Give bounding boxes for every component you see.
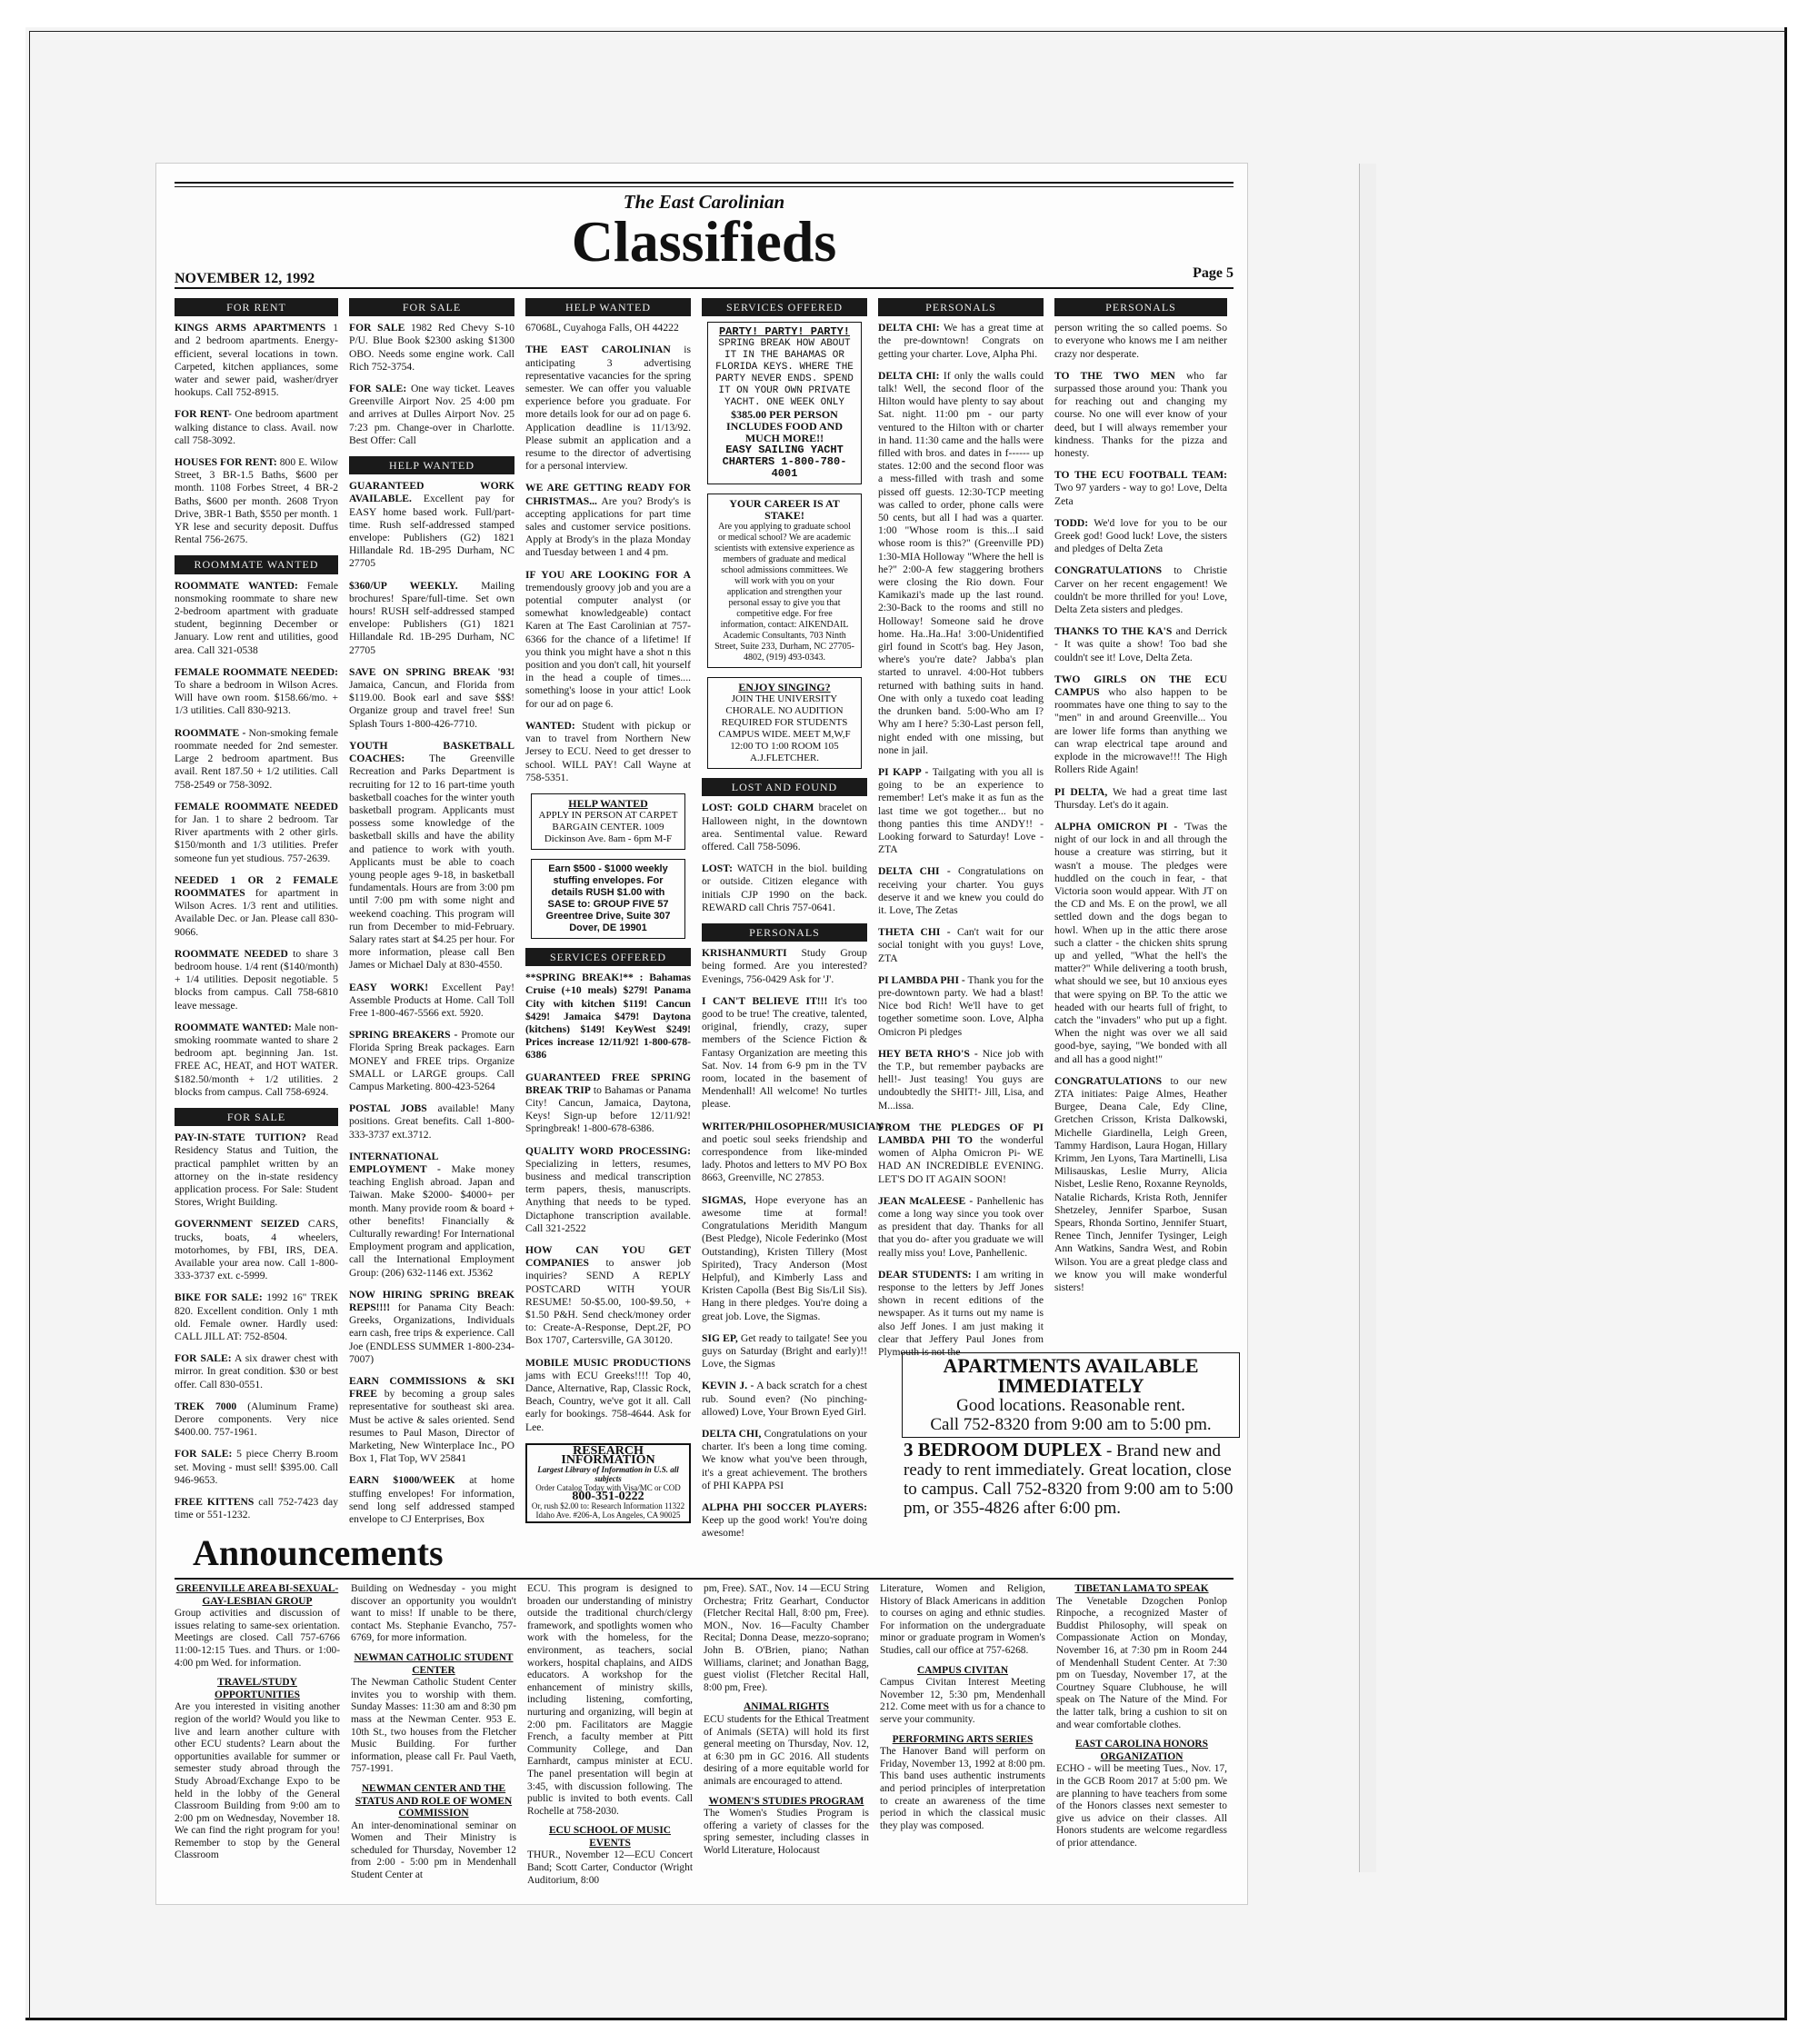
party-yacht-box-ad: PARTY! PARTY! PARTY! SPRING BREAK HOW ABOUT IT IN THE BAHAMAS OR FLORIDA KEYS. WHERE THE PARTY NEVER ENDS. SPEND IT ON YOUR OWN PRIVATE YACHT. ONE WEEK ONLY $385.00 PER PERSON INCLUDES FOOD AND MUCH MORE!! EASY SAILING YACHT CHARTERS 1-800-780-4001 (707, 322, 862, 484)
classified-ad: FEMALE ROOMMATE NEEDED: To share a bedroom in Wilson Acres. Will have own room. $158.66/mo. + 1/3 utilities. Call 830-9213. (175, 665, 338, 717)
section-header-for-sale: FOR SALE (175, 1108, 338, 1126)
classified-ad: CONGRATULATIONS to Christie Carver on her recent engagement! We couldn't be more thrilled for you! Love, Delta Zeta sisters and pledges. (1054, 564, 1227, 616)
adjacent-page-edge (1359, 164, 1376, 1872)
classified-ad: EASY WORK! Excellent Pay! Assemble Products at Home. Call Toll Free 1-800-467-5566 ext. 5920. (349, 981, 514, 1019)
classified-ad: POSTAL JOBS available! Many positions. Great benefits. Call 1-800-333-3737 ext.3712. (349, 1102, 515, 1141)
newspaper-page (156, 164, 1247, 1904)
classified-ad: KRISHANMURTI Study Group being formed. Are you interested? Evenings, 756-0429 Ask for 'J'. (702, 947, 867, 985)
classified-ad: QUALITY WORD PROCESSING: Specializing in letters, resumes, business and medical transcription term papers, thesis, manuscripts. Anything that needs to be typed. Dictaphone transcription available. Call 321-2522 (525, 1144, 691, 1234)
classified-ad: ROOMMATE WANTED: Female nonsmoking roommate to share new 2-bedroom apartment with graduate student, beginning December or January. Low rent and utilities, good area. Call 321-0538 (175, 579, 338, 656)
announcements-column-1: GREENVILLE AREA BI-SEXUAL-GAY-LESBIAN GROUP Group activities and discussion of issues relating to same-sex orientation. Meetings are closed. Call 757-6766 11:00-12:15 Tues. and Thurs. or 1:00-4:00 pm Wed. for information. TRAVEL/STUDY OPPORTUNITIES Are you interested in visiting another region of the world? Would you like to live and learn another culture with other ECU students? Learn about the opportunities available for summer or semester study abroad through the Study Abroad/Exchange Expo to be held in the lobby of the General Classroom Building from 9:00 am to 2:00 pm on Wednesday, November 18. We can find the right program for you! Remember to stop by the General Classroom (175, 1583, 340, 1861)
classified-ad: SAVE ON SPRING BREAK '93! Jamaica, Cancun, and Florida from $119.00. Book earl and save $$$! Organize group and travel free! Sun Splash Tours 1-800-426-7710. (349, 665, 514, 730)
classified-ad: HOUSES FOR RENT: 800 E. Wilow Street, 3 BR-1.5 Baths, $600 per month. 1108 Forbes Street, 4 BR-2 Baths, $600 per month. 2608 Tryon Drive, 3BR-1 Bath, $550 per month. 1 YR lese and security deposit. Duffus Rental 756-2675. (175, 456, 338, 546)
classified-ad: KINGS ARMS APARTMENTS 1 and 2 bedroom apartments. Energy-efficient, several locations in town. Carpeted, kitchen appliances, some water and sewer paid, washer/dryer hookups. Call 752-8915. (175, 322, 338, 399)
classified-ad: JEAN McALEESE - Panhellenic has come a long way since you took over as president that day. Thanks for all that you do- after you graduate we will really miss you! Love, Panhellenic. (878, 1194, 1044, 1259)
section-header-personals: PERSONALS (1054, 298, 1227, 316)
envelope-stuffing-box-ad: Earn $500 - $1000 weekly stuffing envelopes. For details RUSH $1.00 with SASE to: GROUP FIVE 57 Greentree Drive, Suite 307 Dover, DE 19901 (531, 859, 685, 939)
section-header-for-sale: FOR SALE (349, 298, 514, 316)
announcements-column-5: Literature, Women and Religion, History of Black Americans in addition to courses on aging and ethnic studies. For information on the undergraduate minor or graduate program in Women's Studies, call our office at 757-6268. CAMPUS CIVITAN Campus Civitan Interest Meeting November 12, 5:30 pm, Mendenhall 212. Come meet with us for a chance to serve your community. PERFORMING ARTS SERIES The Hanover Band will perform on Friday, November 13, 1992 at 8:00 pm. This band uses authentic instruments and period principles of interpretation to create an awareness of the time period in which the classical music they play was composed. (880, 1583, 1045, 1831)
classified-ad: 67068L, Cuyahoga Falls, OH 44222 (525, 322, 679, 334)
classified-ad: WANTED: Student with pickup or van to travel from Northern New Jersey to ECU. Need to get dresser to school. WILL PAY! Call Wayne at 758-5351. (525, 719, 691, 783)
announcements-column-3: ECU. This program is designed to broaden our understanding of ministry outside the traditional church/clergy framework, and spotlights women who work with the homeless, for the environment, as teachers, social workers, hospital chaplains, and AIDS educators. A workshop for the enhancement of ministry skills, including listening, comforting, nurturing and organizing, will begin at 2:00 pm. Facilitators are Maggie French, a faculty member at Pitt Community College, and Dan Earnhardt, campus minister at ECU. The panel presentation will begin at 3:45, with discussion following. The public is invited to both events. Call Rochelle at 758-2030. ECU SCHOOL OF MUSIC EVENTS THUR., November 12—ECU Concert Band; Scott Carter, Conductor (Wright Auditorium, 8:00 (527, 1583, 693, 1886)
classified-ad: THANKS TO THE KA'S and Derrick - It was quite a show! Too bad she couldn't see it! Love, Delta Zeta. (1054, 625, 1227, 663)
section-header-personals: PERSONALS (702, 923, 867, 942)
classifieds-column-3 (525, 298, 691, 1529)
announcements-rule (175, 1578, 1234, 1580)
classified-ad: HEY BETA RHO'S - Nice job with the T.P., but remember paybacks are hell!- Just teasing! You guys are undoubtedly the SHIT!- Jill, Lisa, and M...issa. (878, 1047, 1044, 1112)
section-header-help-wanted: HELP WANTED (349, 456, 514, 474)
announcements-column-2: Building on Wednesday - you might discover an opportunity you wouldn't want to miss! If unable to be there, contact Ms. Stephanie Evancho, 757-6769, for more information. NEWMAN CATHOLIC STUDENT CENTER The Newman Catholic Student Center invites you to worship with them. Sunday Masses: 11:30 am and 8:30 pm mass at the Newman Center. 953 E. 10th St., two houses from the Fletcher Music Building. For further information, please call Fr. Paul Vaeth, 757-1991. NEWMAN CENTER AND THE STATUS AND ROLE OF WOMEN COMMISSION An inter-denominational seminar on Women and Their Ministry is scheduled for Thursday, November 12 from 2:00 - 5:00 pm in Mendenhall Student Center at (351, 1583, 516, 1881)
issue-date: NOVEMBER 12, 1992 (175, 271, 315, 286)
classified-ad: FEMALE ROOMMATE NEEDED for Jan. 1 to share 2 bedroom. Tar River apartments with 2 other girls. $150/month and 1/3 utilities. Prefer someone fun yet studious. 757-2639. (175, 800, 338, 864)
page-number: Page 5 (1193, 265, 1234, 281)
classified-ad: INTERNATIONAL EMPLOYMENT - Make money teaching English abroad. Japan and Taiwan. Make $2000- $4000+ per month. Many provide room & board + other benefits! Financially & Culturally rewarding! For International Employment program and application, call the International Employment Group: (206) 632-1146 ext. J5362 (349, 1150, 514, 1279)
classified-ad: DELTA CHI: We has a great time at the pre-downtown! Congrats on getting your charter. Love, Alpha Phi. (878, 322, 1044, 360)
classifieds-column-6 (1054, 298, 1227, 1303)
classifieds-column-1 (175, 298, 338, 1531)
classified-ad: PAY-IN-STATE TUITION? Read Residency Status and Tuition, the practical pamphlet written by an attorney on the in-state residency application process. For Sale: Student Stores, Wright Building. (175, 1132, 338, 1209)
classified-ad: FOR SALE: One way ticket. Leaves Greenville Airport Nov. 25 4:00 pm and arrives at Dulles Airport Nov. 25 7:23 pm. Change-over in Charlotte. Best Offer: Call (349, 383, 514, 446)
classified-ad: FREE KITTENS call 752-7423 day time or 551-1232. (175, 1496, 338, 1521)
classified-ad: ROOMMATE - Non-smoking female roommate needed for 2nd semester. Large 2 bedroom apartment. Bus avail. Rent 187.50 + 1/2 utilities. Call 758-2549 or 758-3092. (175, 726, 339, 791)
classifieds-column-2 (349, 298, 514, 1535)
classified-ad: TO THE TWO MEN who far surpassed those around you: Thank you for reaching out and changing my course. No one will ever know of your deed, but I will always remember your kindness. Thanks for the pizza and honesty. (1054, 369, 1228, 460)
university-chorale-box-ad: ENJOY SINGING? JOIN THE UNIVERSITY CHORALE. NO AUDITION REQUIRED FOR STUDENTS CAMPUS WIDE. MEET M,W,F 12:00 TO 1:00 ROOM 105 A.J.FLETCHER. (707, 677, 862, 769)
section-header-help-wanted: HELP WANTED (525, 298, 691, 316)
classified-ad: FROM THE PLEDGES OF PI LAMBDA PHI TO the wonderful women of Alpha Omicron Pi- WE HAD AN INCREDIBLE EVENING. LET'S DO IT AGAIN SOON! (878, 1121, 1044, 1185)
classified-ad: IF YOU ARE LOOKING FOR A tremendously groovy job and you are a potential computer analyst (or somewhat knowledgeable) contact Karen at The East Carolinian at 757-6366 for the chance of a lifetime! If you think you might have a shot n this position and you don't call, hit yourself in the head a couple of times.... something's loose in your attic! Look for our ad on page 6. (525, 568, 691, 710)
section-header-lost-and-found: LOST AND FOUND (702, 778, 867, 796)
classified-ad: PI LAMBDA PHI - Thank you for the pre-downtown party. We had a blast! Nice bod Rich! We'll have to get together sometime soon. Love, Alpha Omicron Pi pledges (878, 973, 1044, 1038)
classified-ad: EARN COMMISSIONS & SKI FREE by becoming a group sales representative for southeast ski area. Must be active & sales oriented. Send resumes to Paul Mason, Director of Marketing, New Winterplace Inc., PO Box 1, Flat Top, WV 25841 (349, 1375, 514, 1465)
classified-ad: DEAR STUDENTS: I am writing in response to the letters by Jeff Jones shown in recent editions of the newspaper. As it turns out my name is also Jeff Jones. I am just making it clear that Jeffery Paul Jones from Plymouth is not the (878, 1268, 1044, 1359)
classified-ad: SIGMAS, Hope everyone has an awesome time at formal! Congratulations Meridith Mangum (Best Pledge), Nicole Federinko (Most Outstanding), Kristen Tillery (Most Spirited), Tracy Anderson (Most Helpful), and Kimberly Lass and Kristen Capolla (Best Big Sis/Lil Sis). Hang in there pledges. You're doing a great job. Love, the Sigmas. (702, 1193, 867, 1322)
classified-ad: YOUTH BASKETBALL COACHES: The Greenville Recreation and Parks Department is recruiting for 12 to 16 part-time youth basketball coaches for the winter youth basketball program. Applicants must possess some knowledge of the basketball skills and have the ability and patience to work with youth. Applicants must be able to coach young people ages 9-18, in basketball fundamentals. Hours are from 3:00 pm until 7:00 pm with some night and weekend coaching. This program will run from December to mid-February. Salary rates start at $4.25 per hour. For more information, please call Ben James or Michael Daly at 830-4550. (349, 739, 514, 972)
classified-ad: GUARANTEED WORK AVAILABLE. Excellent pay for EASY home based work. Full/part-time. Rush self-addressed stamped envelope: Publishers (G2) 1821 Hillandale Rd. 1B-295 Durham, NC 27705 (349, 480, 514, 570)
classified-ad: DELTA CHI, Congratulations on your charter. It's been a long time coming. We know what you've been through, it's a great achievement. The brothers of PHI KAPPA PSI (702, 1427, 867, 1491)
section-title: Classifieds (571, 209, 837, 274)
classified-ad: SIG EP, Get ready to tailgate! See you guys on Saturday (Bright and early)!! Love, the Sigmas (702, 1331, 867, 1371)
section-header-services-offered: SERVICES OFFERED (702, 298, 867, 316)
classified-ad: GUARANTEED FREE SPRING BREAK TRIP to Bahamas or Panama City! Cancun, Jamaica, Daytona, Keys! Sign-up before 12/11/92! Springbreak! 1-800-678-6386. (525, 1071, 691, 1135)
classified-ad: $360/UP WEEKLY. Mailing brochures! Spare/full-time. Set own hours! RUSH self-addressed stamped envelope: Publishers (G1) 1821 Hillandale Rd. 1B-295 Durham, NC 27705 (349, 579, 514, 656)
page-header (175, 182, 1234, 286)
classified-ad: FOR RENT- One bedroom apartment walking distance to class. Avail. now call 758-3092. (175, 408, 338, 446)
classified-ad: EARN $1000/WEEK at home stuffing envelopes! For information, send long self addressed stamped envelope to CJ Enterprises, Box (349, 1474, 514, 1526)
classified-ad: HOW CAN YOU GET COMPANIES to answer job inquiries? SEND A REPLY POSTCARD WITH YOUR RESUME! 50-$5.00, 100-$9.50, + $1.50 P&H. Send check/money order to: Create-A-Response, Dept.2F, PO Box 1707, Cartersville, GA 30120. (525, 1243, 692, 1347)
section-header-personals: PERSONALS (878, 298, 1044, 316)
classified-ad: THETA CHI - Can't wait for our social tonight with you guys! Love, ZTA (878, 926, 1044, 964)
classified-ad: person writing the so called poems. So to everyone who knows me I am neither crazy nor desperate. (1054, 322, 1227, 360)
header-rule-bottom (175, 287, 1234, 289)
classified-ad: KEVIN J. - A back scratch for a chest rub. Sound even? (No pinching-allowed) Love, Your Brown Eyed Girl. (702, 1380, 867, 1418)
research-phone: 800-351-0222 (572, 1489, 644, 1503)
classified-ad: LOST: WATCH in the biol. building or outside. Citizen elegance with initials CJP 1990 on the back. REWARD call Chris 757-0641. (702, 862, 867, 913)
classified-ad: NEEDED 1 OR 2 FEMALE ROOMMATES for apartment in Wilson Acres. 1/3 rent and utilities. Available Dec. or Jan. Please call 830-9066. (175, 873, 338, 938)
announcements-column-6: TIBETAN LAMA TO SPEAK The Venetable Dzogchen Ponlop Rinpoche, a recognized Master of Buddist Philosophy, will speak on Compassionate Action on Monday, November 16, at 7:30 pm in Room 244 of Mendenhall Student Center. At 7:30 pm on Tuesday, November 17, at the Courtney Square Clubhouse, he will speak on The Nature of the Mind. For the latter talk, bring a cushion to sit on and wear comfortable clothes. EAST CAROLINA HONORS ORGANIZATION ECHO - will be meeting Tues., Nov. 17, in the GCB Room 2017 at 5:00 pm. We are planning to have teachers from some of the Honors classes next semester to give us advice on their classes. All Honors students are welcome regardless of prior attendance. (1056, 1583, 1227, 1849)
classified-ad: **SPRING BREAK!** : Bahamas Cruise (+10 meals) $279! Panama City with kitchen $119! Cancun $429! Jamaica $479! Daytona (kitchens) $149! KeyWest $249! Prices increase 12/11/92! 1-800-678-6386 (525, 972, 691, 1062)
announcements-column-4: pm, Free). SAT., Nov. 14 —ECU String Orchestra; Fritz Gearhart, Conductor (Fletcher Recital Hall, 8:00 pm, Free). MON., Nov. 16—Faculty Chamber Recital; Donna Dease, mezzo-soprano; John B. O'Brien, piano; Nathan Williams, clarinet; and Jonathan Bagg, guest violist (Fletcher Recital Hall, 8:00 pm, Free). ANIMAL RIGHTS ECU students for the Ethical Treatment of Animals (SETA) will hold its first general meeting on Thursday, Nov. 12, at 6:30 pm in GC 2016. All students desiring of a more equitable world for animals are encouraged to attend. WOMEN'S STUDIES PROGRAM The Women's Studies Program is offering a variety of classes for the spring semester, including classes in World Literature, Holocaust (704, 1583, 869, 1856)
classified-ad: DELTA CHI - Congratulations on receiving your charter. You guys deserve it and we knew you could do it. Love, The Zetas (878, 865, 1044, 916)
classified-ad: PI KAPP - Tailgating with you all is going to be an experience to remember! Let's make it as fun as the last time we got together... but no thong panties this time ANDY!! - Looking forward to Saturday! Love - ZTA (878, 765, 1044, 856)
classified-ad: TO THE ECU FOOTBALL TEAM: Two 97 yarders - way to go! Love, Delta Zeta (1054, 469, 1227, 507)
classified-ad: LOST: GOLD CHARM bracelet on Halloween night, in the downtown area. Sentimental value. Reward offered. Call 758-5096. (702, 802, 867, 853)
classified-ad: ROOMMATE NEEDED to share 3 bedroom house. 1/4 rent ($140/month) + 1/4 utilities. Deposit negotiable. 5 blocks from campus. Call 758-6810 leave message. (175, 947, 338, 1012)
classified-ad: FOR SALE: A six drawer chest with mirror. In great condition. $30 or best offer. Call 830-0551. (175, 1352, 338, 1391)
classified-ad: ALPHA PHI SOCCER PLAYERS: Keep up the good work! You're doing awesome! (702, 1501, 867, 1540)
newspaper-name: The East Carolinian (623, 191, 785, 213)
career-consulting-box-ad: YOUR CAREER IS AT STAKE! Are you applying to graduate school or medical school? We are academic scientists with extensive experience as members of graduate and medical school admissions committees. We will work with you on your application and strengthen your personal essay to give you that competitive edge. For free information, contact: AIKENDAIL Academic Consultants, 703 Ninth Street, Suite 233, Durham, NC 27705-4802, (919) 493-0343. (707, 494, 862, 668)
section-header-services-offered: SERVICES OFFERED (525, 948, 691, 966)
classified-ad: FOR SALE 1982 Red Chevy S-10 P/U. Blue Book $2300 asking $1300 OBO. Needs some engine work. Call Rich 752-3754. (349, 322, 514, 373)
classified-ad: SPRING BREAKERS - Promote our Florida Spring Break packages. Earn MONEY and FREE trips. Organize SMALL or LARGE groups. Call Campus Marketing. 800-423-5264 (349, 1029, 515, 1092)
classified-ad: TODD: We'd love for you to be our Greek god! Good luck! Love, the sisters and pledges of Delta Zeta (1054, 516, 1227, 555)
classified-ad: ALPHA OMICRON PI - 'Twas the night of our lock in and all through the house a creature was stirring, but it wasn't a mouse. The pledges were huddled on the couch in fear, - that Victoria soon would appear. With JT on the CD and Ms. E on the prowl, we all settled down and the dogs began to howl. When up in the attic there arose such a clatter - the chicken shits sprung up and yelled, "What the hell's the matter?" While delivering a tooth brush, what should we see, but 10 anxious eyes that were spying on BP. To the attic we headed with our hearts full of fright, to catch the "invaders" who put up a fight. When the night was over we all said good-bye, saying, "We bonded with all and all has a good night!" (1054, 820, 1227, 1065)
section-header-roommate-wanted: ROOMMATE WANTED (175, 555, 338, 573)
duplex-rental-ad: 3 BEDROOM DUPLEX - Brand new and ready to rent immediately. Great location, close to campus. Call 752-8320 from 9:00 am to 5:00 pm, or 355-4826 after 6:00 pm. (904, 1439, 1234, 1518)
classified-ad: TWO GIRLS ON THE ECU CAMPUS who also happen to be roommates have one thing to say to the "men" in and around Greenville... You are lower life forms than anything we can wrap electrical tape around and explode in the microwave!!! The High Rollers Ride Again! (1054, 673, 1227, 776)
classifieds-column-4 (702, 298, 884, 1550)
classified-ad: GOVERNMENT SEIZED CARS, trucks, boats, 4 wheelers, motorhomes, by FBI, IRS, DEA. Available your area now. Call 1-800-333-3737 ext. c-5999. (175, 1218, 338, 1282)
classified-ad: ROOMMATE WANTED: Male non-smoking roommate wanted to share 2 bedroom apt. beginning Jan. 1st. FREE AC, HEAT, and HOT WATER. $182.50/month + 1/2 utilities. 2 blocks from campus. Call 758-6924. (175, 1021, 338, 1098)
classified-ad: WRITER/PHILOSOPHER/MUSICIAN and poetic soul seeks friendship and correspondence from like-minded lady. Photos and letters to MV PO Box 8663, Greenville, NC 27853. (702, 1120, 884, 1184)
header-rule-top-thin (175, 186, 1234, 187)
classified-ad: MOBILE MUSIC PRODUCTIONS jams with ECU Greeks!!!! Top 40, Dance, Alternative, Rap, Classic Rock, Beach, Country, we've got it all. Call early for bookings. 758-4644. Ask for Lee. (525, 1356, 691, 1433)
classified-ad: NOW HIRING SPRING BREAK REPS!!!! for Panama City Beach: Greeks, Organizations, Individuals earn cash, free trips & experience. Call Joe (ENDLESS SUMMER 1-800-234-7007) (349, 1288, 515, 1365)
section-header-for-rent: FOR RENT (175, 298, 338, 316)
announcements-heading: Announcements (193, 1532, 444, 1573)
research-information-ad: RESEARCH INFORMATION Largest Library of Information in U.S. all subjects Order Catalog Today with Visa/MC or COD 800-351-0222 Or, rush $2.00 to: Research Information 11322 Idaho Ave. #206-A, Los Angeles, CA 90025 (525, 1443, 691, 1523)
classified-ad: BIKE FOR SALE: 1992 16" TREK 820. Excellent condition. Only 1 mth old. Female owner. Hardly used: CALL JILL AT: 752-8504. (175, 1291, 338, 1343)
classifieds-column-5 (878, 298, 1044, 1368)
classified-ad: THE EAST CAROLINIAN is anticipating 3 advertising representative vacancies for the spring semester. We can offer you valuable experience before you graduate. For more details look for our ad on page 6. Application deadline is 11/13/92. Please submit an application and a resume to the director of advertising for a personal interview. (525, 344, 691, 473)
classified-ad: DELTA CHI: If only the walls could talk! Well, the second floor of the Hilton would have plenty to say about Sat. night. 11:00 pm - our party ventured to the Hilton with or charter in hand. 11:30 came and the halls were filled with bros. and dates in f------ up states. 12:00 and the second floor was a mess-filled with trash and some pissed off guests. 12:30-TCP meeting was called to order, phone calls were 50 cents, but all I had was a quarter. 1:00 "Whose room is this...I said whose room is this?" (Greenville PD) 1:30-MIA Holloway "Where the hell is he?" 2:00-A few staggering brothers were closing the Rio down. Four Kamikazi's made up the last round. 2:30-Back to the rooms and still no Holloway! Someone said he drove home. Ha..Ha..Ha! 3:00-Unidentified girl found in Scott's bag. Hey Jason, where's you're date? Jabba's plan started to unravel. 4:00-Hot tubbers returned with bathing suits in hand. One with only a tuxedo coat leading the drunken band. 5:00-Who am I? Why am I here? 5:30-Last person fell, night ended with one missing, but none in jail. (878, 369, 1044, 756)
classified-ad: TREK 7000 (Aluminum Frame) Derore components. Very nice $400.00. 757-1961. (175, 1400, 338, 1439)
classified-ad: CONGRATULATIONS to our new ZTA initiates: Paige Almes, Heather Burgee, Deana Cale, Edy Cline, Gretchen Crisson, Krista Dalkowski, Michelle Giardinella, Leigh Green, Tammy Hardison, Laura Hogan, Hillary Krimm, Jen Lyons, Tara Martinelli, Lisa Milisauskas, Leslie Murry, Alicia Nisbet, Leslie Reno, Roxanne Reynolds, Natalie Richards, Krista Roth, Jennifer Shetzeley, Jennifer Sparboe, Susan Spears, Rhonda Sortino, Jennifer Stuart, Renee Tinch, Jennifer Tysinger, Leigh Ann Watkins, Sandra West, and Robin Wilson. You are a great pledge class and we know you will make wonderful sisters! (1054, 1074, 1227, 1294)
classified-ad: FOR SALE: 5 piece Cherry B.room set. Moving - must sell! $395.00. Call 946-9653. (175, 1448, 338, 1486)
apartments-available-ad: APARTMENTS AVAILABLE IMMEDIATELY Good locations. Reasonable rent. Call 752-8320 from 9:00 am to 5:00 pm. (902, 1352, 1240, 1438)
carpet-bargain-box-ad: HELP WANTED APPLY IN PERSON AT CARPET BARGAIN CENTER. 1009 Dickinson Ave. 8am - 6pm M-F (531, 793, 685, 850)
classified-ad: I CAN'T BELIEVE IT!!! It's too good to be true! The creative, talented, original, friendly, crazy, super members of the Science Fiction & Fantasy Organization are meeting this Sat. Nov. 14 from 6-9 pm in the TV room, located in the basement of Mendenhall! All welcome! No turtles please. (702, 994, 867, 1111)
classified-ad: PI DELTA, We had a great time last Thursday. Let's do it again. (1054, 785, 1227, 811)
classified-ad: WE ARE GETTING READY FOR CHRISTMAS... Are you? Brody's is accepting applications for part time sales and customer service positions. Apply at Brody's in the plaza Monday and Tuesday between 1 and 4 pm. (525, 482, 691, 559)
header-rule-top (175, 182, 1234, 184)
